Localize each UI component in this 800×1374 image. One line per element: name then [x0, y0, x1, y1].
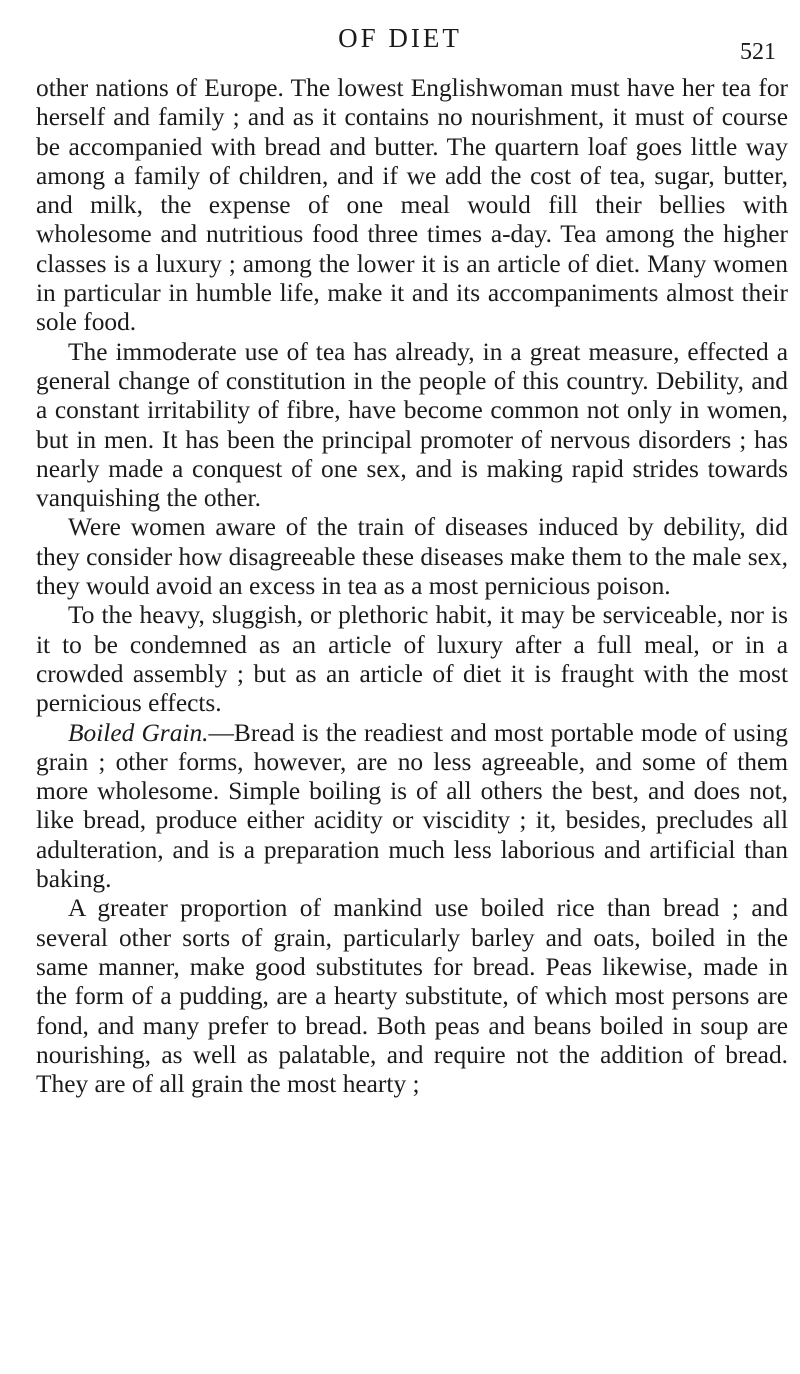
paragraph-tea-english-habits: other nations of Europe. The lowest Englishwoman must have her tea for herself and family ; and as it contains no nourishment, it must of course be accompanied with bread and butter. The quartern loaf goes little way among a family of children, and if we add the cost of tea, sugar, butter, and milk, the expense of one meal would fill their bellies with wholesome and nutritious food three times a-day. Tea among the higher classes is a luxury ; among the lower it is an article of diet. Many women in particular in humble life, make it and its accompaniments almost their sole food.: [36, 74, 788, 337]
paragraph-boiled-grain-text: —Bread is the readiest and most portable mode of using grain ; other forms, however, are no less agreeable, and some of them more wholesome. Simple boiling is of all others the best, and does not, like bread, produce either acidity or viscidity ; it, besides, precludes all adulteration, and is a preparation much less laborious and artificial than baking.: [36, 718, 788, 894]
paragraph-heavy-habit: To the heavy, sluggish, or plethoric habit, it may be serviceable, nor is it to be condemned as an article of luxury after a full meal, or in a crowded assembly ; but as an article of diet it is fraught with the most pernicious effects.: [36, 601, 788, 718]
page-number: 521: [740, 39, 776, 65]
running-head: [0, 18, 800, 65]
paragraph-immoderate-use: The immoderate use of tea has already, in a great measure, effected a general change of constitution in the people of this country. Debility, and a constant irritability of fibre, have become common not only in women, but in men. It has been the principal promoter of nervous disorders ; has nearly made a conquest of one sex, and is making rapid strides towards vanquishing the other.: [36, 337, 788, 513]
body-text: [36, 74, 788, 1099]
paragraph-boiled-grain: [36, 719, 788, 895]
running-title: OF DIET: [338, 23, 462, 53]
paragraph-boiled-rice: A greater proportion of mankind use boiled rice than bread ; and several other sorts of grain, particularly barley and oats, boiled in the same manner, make good substitutes for bread. Peas likewise, made in the form of a pudding, are a hearty substitute, of which most persons are fond, and many prefer to bread. Both peas and beans boiled in soup are nourishing, as well as palatable, and require not the addition of bread. They are of all grain the most hearty ;: [36, 894, 788, 1099]
section-heading-boiled-grain: Boiled Grain.: [68, 718, 209, 747]
paragraph-women-aware: Were women aware of the train of diseases induced by debility, did they consider how disagreeable these diseases make them to the male sex, they would avoid an excess in tea as a most pernicious poison.: [36, 513, 788, 601]
